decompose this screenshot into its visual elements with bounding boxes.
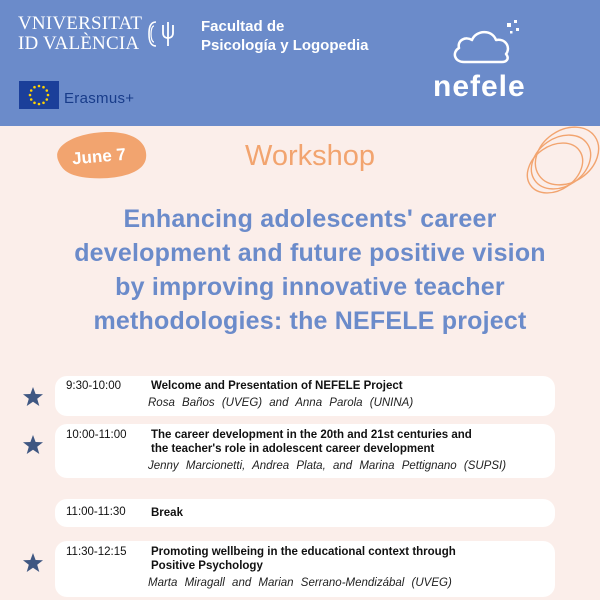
event-type-heading: Workshop [244, 140, 376, 172]
eu-star [29, 94, 32, 97]
star-icon [22, 386, 44, 408]
eu-star [45, 98, 48, 101]
talk-title-line: The career development in the 20th and 21st centuries and [151, 429, 472, 441]
title-line: methodologies: the NEFELE project [93, 307, 527, 335]
university-name-line2: ID VALÈNCIA [18, 33, 140, 54]
eu-star [33, 86, 36, 89]
talk-title-line: Positive Psychology [151, 560, 263, 572]
schedule-time: 9:30-10:00 [66, 380, 121, 392]
faculty-line1: Facultad de [201, 18, 285, 35]
eu-star [42, 101, 45, 104]
date-badge: June 7 [71, 144, 127, 169]
talk-title-line: the teacher's role in adolescent career development [151, 443, 435, 455]
schedule-talk-title [151, 379, 403, 393]
eu-star [38, 85, 41, 88]
star-icon [22, 434, 44, 456]
title-line: development and future positive vision [74, 239, 546, 267]
eu-star [45, 89, 48, 92]
eu-star [38, 103, 41, 106]
schedule-time: 11:30-12:15 [66, 546, 127, 558]
eu-star [33, 101, 36, 104]
erasmus-label: Erasmus+ [64, 90, 135, 107]
schedule-time: 10:00-11:00 [66, 429, 127, 441]
schedule-talk-title [151, 506, 183, 520]
title-line: Enhancing adolescents' career [123, 205, 497, 233]
talk-title-line: Break [151, 507, 183, 519]
nefele-logo-text: nefele [433, 70, 526, 103]
schedule-speakers: Jenny Marcionetti, Andrea Plata, and Marina Pettignano (SUPSI) [148, 460, 507, 472]
eu-star [47, 94, 50, 97]
star-icon [22, 552, 44, 574]
title-line: by improving innovative teacher [115, 273, 505, 301]
schedule-item-break [55, 499, 555, 527]
faculty-line2: Psicología y Logopedia [201, 37, 369, 54]
eu-star [42, 86, 45, 89]
university-logo [18, 14, 142, 54]
schedule-talk-title [151, 428, 472, 456]
talk-title-line: Promoting wellbeing in the educational context through [151, 546, 456, 558]
schedule-item [55, 424, 555, 478]
schedule-speakers: Rosa Baños (UVEG) and Anna Parola (UNINA) [148, 397, 414, 409]
schedule-time: 11:00-11:30 [66, 506, 126, 518]
nefele-cloud-icon [450, 18, 525, 68]
talk-title-line: Welcome and Presentation of NEFELE Project [151, 380, 403, 392]
eu-star [30, 98, 33, 101]
schedule-talk-title [151, 545, 456, 573]
schedule-item [55, 376, 555, 416]
university-name-line1: VNIVERSITAT [18, 13, 143, 34]
schedule-item [55, 541, 555, 597]
eu-flag-icon [19, 81, 59, 109]
workshop-title [20, 202, 600, 338]
faculty-name [201, 17, 369, 55]
header-banner [0, 0, 600, 126]
schedule-speakers: Marta Miragall and Marian Serrano-Mendizábal (UVEG) [148, 577, 452, 589]
psychology-psi-icon [147, 19, 187, 49]
eu-star [30, 89, 33, 92]
